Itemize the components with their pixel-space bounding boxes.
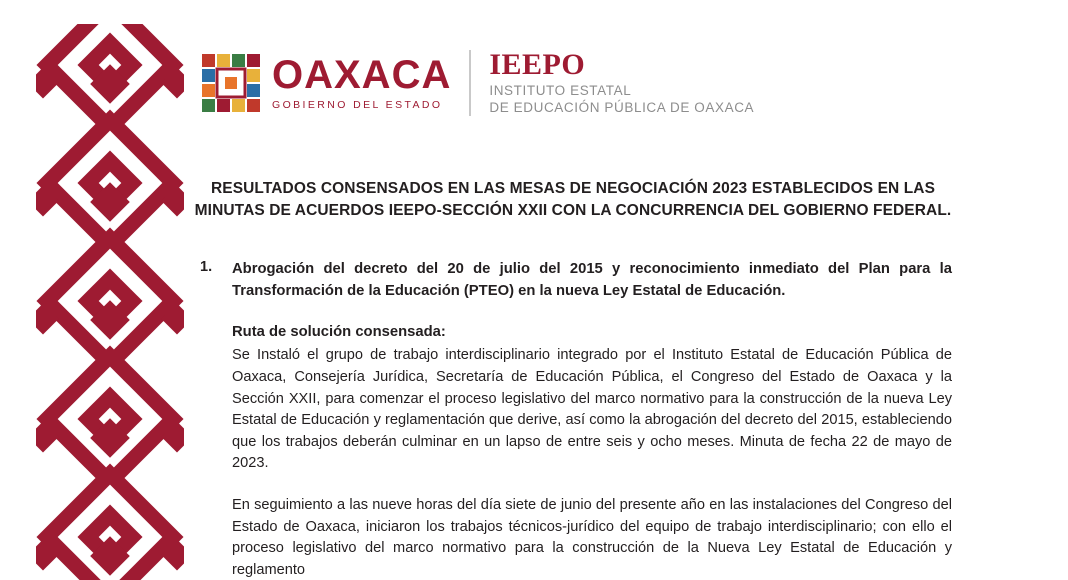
ieepo-block [489,49,754,117]
state-name: OAXACA [272,53,452,97]
document-header [200,40,960,126]
oaxaca-wordmark [272,55,451,111]
band-edge-right [184,24,190,580]
item-number: 1. [200,259,213,275]
item-heading-row [200,258,952,302]
paragraph-1: Se Instaló el grupo de trabajo interdisciplinario integrado por el Instituto Estatal de Educación Pública de Oaxaca, Consejería Jurídica, Secretaría de Educación Pública, el Congreso del Estado de Oaxaca y la Sección XXII, para comenzar el proceso legislativo del marco normativo para la construcción de la nueva Ley Estatal de Educación y reglamentación que derive, así como la abrogación del decreto del 2015, estableciendo que los trabajos deberán culminar en un lapso de entre seis y ocho meses. Minuta de fecha 22 de mayo de 2023. [232,347,952,472]
oaxaca-logo-icon [200,52,262,114]
band-edge-left [30,24,36,580]
band-margin [0,0,30,580]
numbered-item-1 [200,258,952,580]
item-heading: Abrogación del decreto del 20 de julio del 2015 y reconocimiento inmediato del Plan para la Transformación de la Educación (PTEO) en la nueva Ley Estatal de Educación. [232,261,952,300]
decorative-side-band [0,0,190,580]
diamond-pattern [30,24,190,580]
institute-acronym: IEEPO [489,47,586,81]
header-divider [469,50,471,116]
paragraph-2: En seguimiento a las nueve horas del día siete de junio del presente año en las instalaciones del Congreso del Estado de Oaxaca, iniciaron los trabajos técnicos-jurídico del equipo de trabajo interdisciplinario; con ello el proceso legislativo del marco normativo para la construcción de la Nueva Ley Estatal de Educación y reglamento [232,496,952,578]
state-subtitle: GOBIERNO DEL ESTADO [272,99,443,111]
solution-route-heading: Ruta de solución consensada: [232,324,446,341]
item-body [232,324,952,580]
institute-line1: INSTITUTO ESTATAL [489,83,632,99]
document-title: RESULTADOS CONSENSADOS EN LAS MESAS DE NEGOCIACIÓN 2023 ESTABLECIDOS EN LAS MINUTAS DE ACUERDOS IEEPO-SECCIÓN XXII CON LA CONCURRENCIA DEL GOBIERNO FEDERAL. [194,180,952,220]
institute-line2: DE EDUCACIÓN PÚBLICA DE OAXACA [489,100,755,116]
